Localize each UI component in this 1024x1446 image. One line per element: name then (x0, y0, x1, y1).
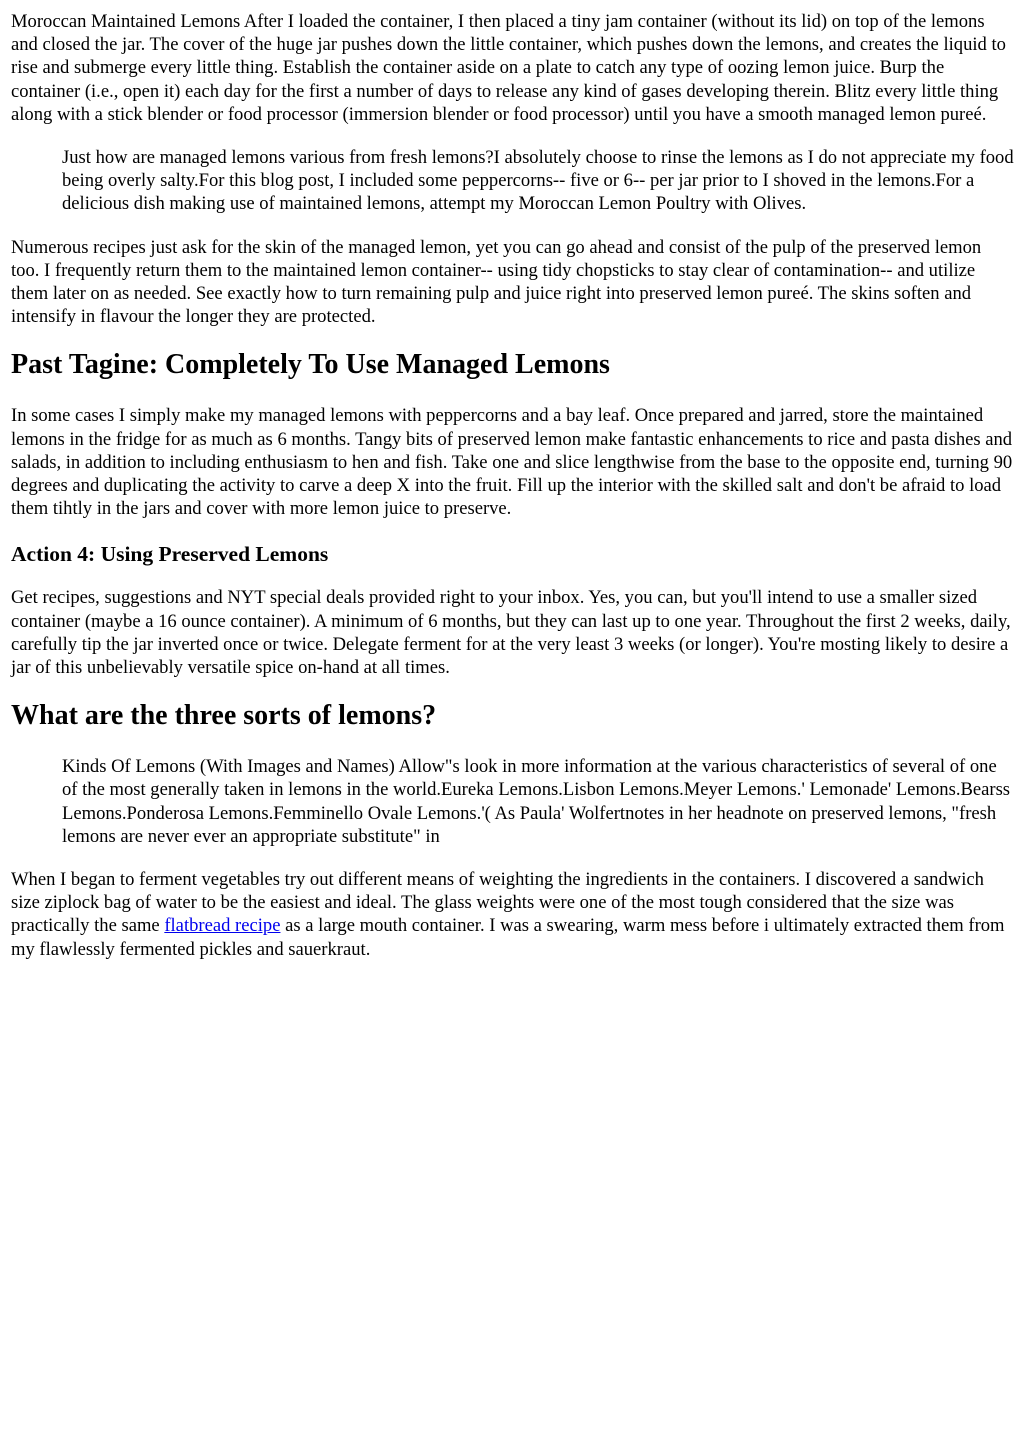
heading-action-4: Action 4: Using Preserved Lemons (11, 542, 329, 567)
paragraph-ferment-text-end: as a large mouth container. I was a swearing, warm mess before i ultimately extracted them from my flawlessly fermented pickles and sauerkraut. (11, 915, 1005, 960)
paragraph-ferment (11, 868, 1014, 961)
paragraph-ferment-text-start: When I began to ferment vegetables try out different means of weighting the ingredients in the containers. I discovered a sandwich size ziplock bag of water to be the easiest and ideal. The glass weights were one of the most tough considered that the size was practically the same (11, 869, 984, 937)
heading-past-tagine: Past Tagine: Completely To Use Managed Lemons (11, 349, 610, 381)
paragraph-recipes: Get recipes, suggestions and NYT special deals provided right to your inbox. Yes, you can, but you'll intend to use a smaller sized container (maybe a 16 ounce container). A minimum of 6 months, but they can last up to one year. Throughout the first 2 weeks, daily, carefully tip the jar inverted once or twice. Delegate ferment for at the very least 3 weeks (or longer). You're mosting likely to desire a jar of this unbelievably versatile spice on-hand at all times. (11, 587, 1011, 679)
paragraph-pulp: Numerous recipes just ask for the skin of the managed lemon, yet you can go ahead and consist of the pulp of the preserved lemon too. I frequently return them to the maintained lemon container-- using tidy chopsticks to stay clear of contamination-- and utilize them later on as needed. See exactly how to turn remaining pulp and juice right into preserved lemon pureé. The skins soften and intensify in flavour the longer they are protected. (11, 236, 982, 328)
paragraph-intro: Moroccan Maintained Lemons After I loaded the container, I then placed a tiny jam container (without its lid) on top of the lemons and closed the jar. The cover of the huge jar pushes down the little container, which pushes down the lemons, and creates the liquid to rise and submerge every little thing. Establish the container aside on a plate to catch any type of oozing lemon juice. Burp the container (i.e., open it) each day for the first a number of days to release any kind of gases developing therein. Blitz every little thing along with a stick blender or food processor (immersion blender or food processor) until you have a smooth managed lemon pureé. (11, 11, 1006, 125)
heading-three-sorts: What are the three sorts of lemons? (11, 700, 437, 732)
flatbread-recipe-link[interactable]: flatbread recipe (164, 915, 281, 937)
paragraph-peppercorns: In some cases I simply make my managed lemons with peppercorns and a bay leaf. Once prepared and jarred, store the maintained lemons in the fridge for as much as 6 months. Tangy bits of preserved lemon make fantastic enhancements to rice and pasta dishes and salads, in addition to including enthusiasm to hen and fish. Take one and slice lengthwise from the base to the opposite end, turning 90 degrees and duplicating the activity to carve a deep X into the fruit. Fill up the interior with the skilled salt and don't be afraid to load them tihtly in the jars and cover with more lemon juice to preserve. (11, 405, 1013, 520)
blockquote-kinds-of-lemons: Kinds Of Lemons (With Images and Names) Allow"s look in more information at the various characteristics of several of one of the most generally taken in lemons in the world.Eureka Lemons.Lisbon Lemons.Meyer Lemons.' Lemonade' Lemons.Bearss Lemons.Ponderosa Lemons.Femminello Ovale Lemons.'( As Paula' Wolfertnotes in her headnote on preserved lemons, "fresh lemons are never ever an appropriate substitute" in (62, 756, 1011, 847)
blockquote-managed-lemons: Just how are managed lemons various from fresh lemons?I absolutely choose to rinse the lemons as I do not appreciate my food being overly salty.For this blog post, I included some peppercorns-- five or 6-- per jar prior to I shoved in the lemons.For a delicious dish making use of maintained lemons, attempt my Moroccan Lemon Poultry with Olives. (62, 147, 1014, 215)
